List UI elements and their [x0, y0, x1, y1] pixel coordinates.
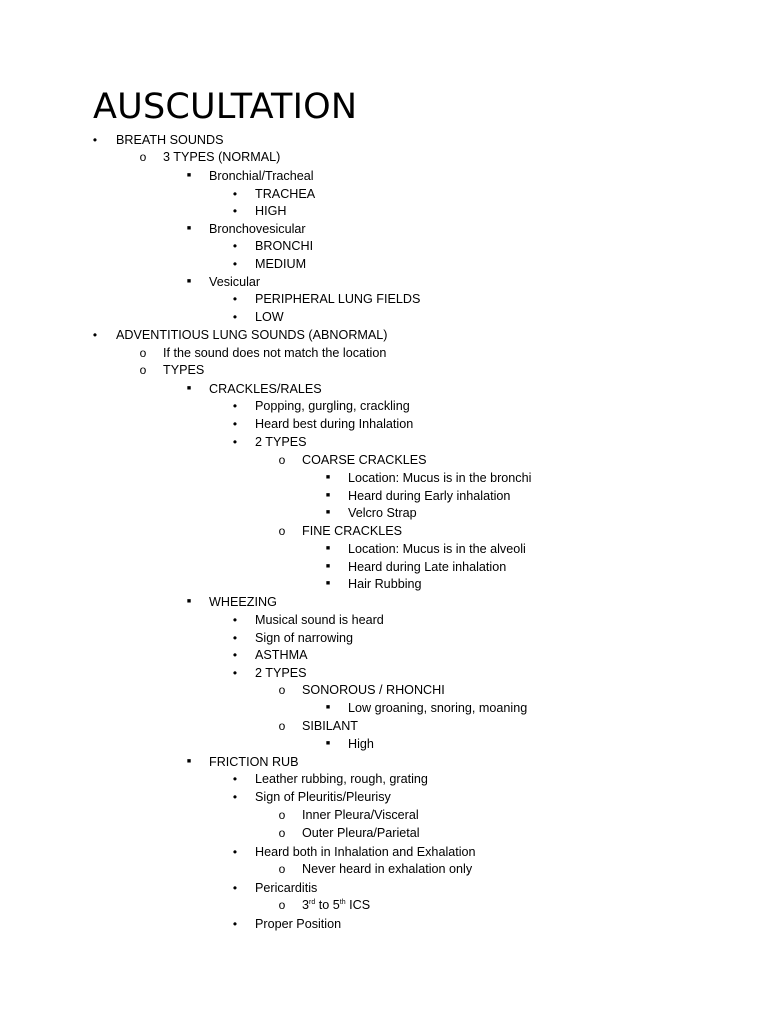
- bullet-icon: •: [232, 772, 238, 786]
- bullet-icon: •: [232, 917, 238, 931]
- list-item-text: LOW: [255, 310, 284, 324]
- square-bullet-icon: ■: [325, 545, 331, 552]
- bullet-icon: •: [232, 310, 238, 324]
- text-segment: ICS: [345, 898, 371, 912]
- square-bullet-icon: ■: [325, 474, 331, 481]
- list-item-text: [302, 896, 370, 914]
- square-bullet-icon: ■: [325, 509, 331, 516]
- list-item-text: MEDIUM: [255, 257, 307, 271]
- square-bullet-icon: ■: [325, 563, 331, 570]
- list-item-text: Heard best during Inhalation: [255, 417, 414, 431]
- text-segment: to 5: [315, 898, 340, 912]
- bullet-icon: •: [232, 790, 238, 804]
- circle-bullet-icon: o: [278, 826, 286, 840]
- list-item-text: Heard during Late inhalation: [348, 560, 507, 574]
- list-item-text: ASTHMA: [255, 648, 308, 662]
- list-item-text: Musical sound is heard: [255, 613, 384, 627]
- list-item-text: Inner Pleura/Visceral: [302, 808, 419, 822]
- bullet-icon: •: [232, 648, 238, 662]
- list-item-text: Proper Position: [255, 917, 342, 931]
- bullet-icon: •: [232, 631, 238, 645]
- list-item-text: Hair Rubbing: [348, 577, 422, 591]
- bullet-icon: •: [232, 845, 238, 859]
- circle-bullet-icon: o: [278, 453, 286, 467]
- bullet-icon: •: [232, 399, 238, 413]
- square-bullet-icon: ■: [186, 278, 192, 285]
- list-item-text: COARSE CRACKLES: [302, 453, 427, 467]
- bullet-icon: •: [232, 417, 238, 431]
- bullet-icon: •: [232, 292, 238, 306]
- list-item-text: Sign of Pleuritis/Pleurisy: [255, 790, 391, 804]
- circle-bullet-icon: o: [278, 862, 286, 876]
- bullet-icon: •: [92, 328, 98, 342]
- list-item-text: Popping, gurgling, crackling: [255, 399, 410, 413]
- circle-bullet-icon: o: [139, 363, 147, 377]
- list-item-text: If the sound does not match the location: [163, 346, 387, 360]
- list-item-text: Bronchovesicular: [209, 222, 306, 236]
- square-bullet-icon: ■: [325, 704, 331, 711]
- list-item-text: Location: Mucus is in the bronchi: [348, 471, 532, 485]
- list-item-text: Heard both in Inhalation and Exhalation: [255, 845, 476, 859]
- circle-bullet-icon: o: [278, 719, 286, 733]
- list-item-text: BRONCHI: [255, 239, 314, 253]
- list-item-text: Leather rubbing, rough, grating: [255, 772, 428, 786]
- circle-bullet-icon: o: [278, 898, 286, 912]
- list-item-text: 3 TYPES (NORMAL): [163, 150, 281, 164]
- list-item-text: Vesicular: [209, 275, 261, 289]
- square-bullet-icon: ■: [186, 385, 192, 392]
- ordinal-suffix: th: [339, 899, 346, 906]
- square-bullet-icon: ■: [186, 598, 192, 605]
- list-item-text: HIGH: [255, 204, 287, 218]
- bullet-icon: •: [232, 435, 238, 449]
- list-item-text: 2 TYPES: [255, 435, 307, 449]
- list-item-text: BREATH SOUNDS: [116, 133, 224, 147]
- circle-bullet-icon: o: [278, 524, 286, 538]
- list-item-text: TYPES: [163, 363, 205, 377]
- list-item-text: Pericarditis: [255, 881, 318, 895]
- square-bullet-icon: ■: [186, 172, 192, 179]
- list-item-text: FRICTION RUB: [209, 755, 299, 769]
- list-item-text: Low groaning, snoring, moaning: [348, 701, 528, 715]
- document-title: AUSCULTATION: [93, 87, 358, 127]
- bullet-icon: •: [232, 187, 238, 201]
- square-bullet-icon: ■: [325, 580, 331, 587]
- square-bullet-icon: ■: [325, 740, 331, 747]
- bullet-icon: •: [232, 666, 238, 680]
- list-item-text: Location: Mucus is in the alveoli: [348, 542, 526, 556]
- list-item-text: 2 TYPES: [255, 666, 307, 680]
- bullet-icon: •: [232, 881, 238, 895]
- square-bullet-icon: ■: [186, 225, 192, 232]
- list-item-text: Velcro Strap: [348, 506, 417, 520]
- list-item-text: Sign of narrowing: [255, 631, 354, 645]
- list-item-text: FINE CRACKLES: [302, 524, 403, 538]
- list-item-text: WHEEZING: [209, 595, 277, 609]
- list-item-text: High: [348, 737, 374, 751]
- list-item-text: ADVENTITIOUS LUNG SOUNDS (ABNORMAL): [116, 328, 388, 342]
- circle-bullet-icon: o: [139, 346, 147, 360]
- square-bullet-icon: ■: [325, 492, 331, 499]
- list-item-text: Outer Pleura/Parietal: [302, 826, 420, 840]
- bullet-icon: •: [232, 204, 238, 218]
- list-item-text: Never heard in exhalation only: [302, 862, 473, 876]
- list-item-text: Bronchial/Tracheal: [209, 169, 314, 183]
- bullet-icon: •: [92, 133, 98, 147]
- circle-bullet-icon: o: [278, 683, 286, 697]
- list-item-text: SIBILANT: [302, 719, 358, 733]
- bullet-icon: •: [232, 613, 238, 627]
- list-item-text: CRACKLES/RALES: [209, 382, 322, 396]
- square-bullet-icon: ■: [186, 758, 192, 765]
- circle-bullet-icon: o: [278, 808, 286, 822]
- list-item-text: PERIPHERAL LUNG FIELDS: [255, 292, 421, 306]
- list-item-text: SONOROUS / RHONCHI: [302, 683, 445, 697]
- text-segment: 3: [302, 898, 310, 912]
- list-item-text: TRACHEA: [255, 187, 316, 201]
- bullet-icon: •: [232, 239, 238, 253]
- ordinal-suffix: rd: [309, 899, 316, 906]
- bullet-icon: •: [232, 257, 238, 271]
- circle-bullet-icon: o: [139, 150, 147, 164]
- list-item-text: Heard during Early inhalation: [348, 489, 511, 503]
